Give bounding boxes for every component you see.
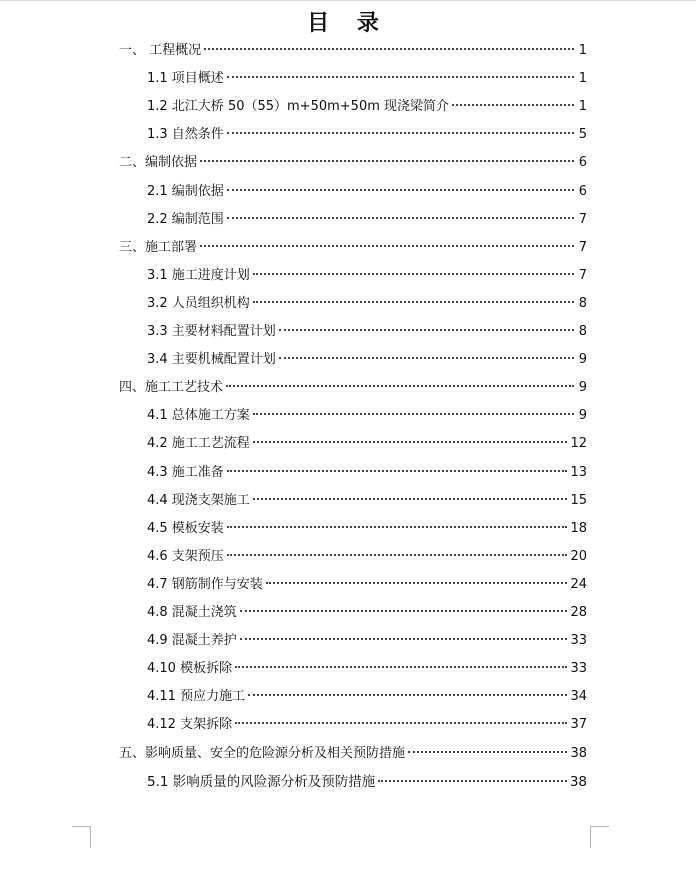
toc-subsection-entry[interactable] <box>147 547 587 567</box>
toc-page-number: 7 <box>578 211 587 227</box>
toc-subsection-entry[interactable] <box>147 182 587 202</box>
toc-entry-label: 2.2 编制范围 <box>147 211 224 227</box>
toc-subsection-entry[interactable] <box>147 687 587 707</box>
toc-section-entry[interactable] <box>119 238 587 258</box>
toc-entry-label: 4.3 施工准备 <box>147 464 224 480</box>
toc-subsection-entry[interactable] <box>147 294 587 314</box>
toc-entry-label: 四、施工工艺技术 <box>119 380 224 396</box>
toc-entry-label: 3.1 施工进度计划 <box>147 267 250 283</box>
toc-entry-label: 五、影响质量、安全的危险源分析及相关预防措施 <box>119 745 406 761</box>
toc-entry-label: 二、编制依据 <box>119 155 198 171</box>
toc-section-entry[interactable] <box>119 378 587 398</box>
toc-page-number: 33 <box>570 633 587 649</box>
toc-entry-label: 4.1 总体施工方案 <box>147 408 250 424</box>
toc-subsection-entry[interactable] <box>147 603 587 623</box>
toc-page-number: 6 <box>578 183 587 199</box>
toc-page-number: 9 <box>578 380 587 396</box>
toc-section-entry[interactable] <box>119 153 587 173</box>
toc-entry-label: 3.4 主要机械配置计划 <box>147 352 276 368</box>
toc-entry-label: 4.2 施工工艺流程 <box>147 436 250 452</box>
toc-subsection-entry[interactable] <box>147 406 587 426</box>
toc-page-number: 1 <box>578 99 587 115</box>
toc-entry-label: 4.9 混凝土养护 <box>147 633 237 649</box>
toc-page-number: 7 <box>578 239 587 255</box>
page-corner-mark-right <box>590 826 591 848</box>
toc-page-number: 6 <box>578 155 587 171</box>
toc-entry-label: 3.2 人员组织机构 <box>147 295 250 311</box>
toc-subsection-entry[interactable] <box>147 631 587 651</box>
toc-page-number: 1 <box>578 71 587 87</box>
toc-dot-leader <box>279 357 574 359</box>
toc-dot-leader <box>200 160 574 162</box>
toc-dot-leader <box>227 76 574 78</box>
toc-dot-leader <box>240 610 568 612</box>
toc-subsection-entry[interactable] <box>147 125 587 145</box>
toc-dot-leader <box>248 694 567 696</box>
toc-page-number: 24 <box>570 576 587 592</box>
toc-entry-label: 4.12 支架拆除 <box>147 717 233 733</box>
toc-dot-leader <box>279 329 574 331</box>
toc-entry-label: 2.1 编制依据 <box>147 183 224 199</box>
toc-dot-leader <box>226 385 574 387</box>
toc-entry-label: 1.3 自然条件 <box>147 127 224 143</box>
toc-section-entry[interactable] <box>119 41 587 61</box>
toc-dot-leader <box>253 273 574 275</box>
toc-entry-label: 4.8 混凝土浇筑 <box>147 605 237 620</box>
toc-page-number: 28 <box>570 605 587 620</box>
toc-dot-leader <box>408 751 567 753</box>
toc-page-number: 7 <box>578 267 587 283</box>
toc-entry-label: 3.3 主要材料配置计划 <box>147 324 276 339</box>
page-top-border <box>0 0 696 1</box>
toc-subsection-entry[interactable] <box>147 434 587 454</box>
toc-section-entry[interactable] <box>119 744 587 764</box>
toc-page-number: 38 <box>569 773 587 790</box>
toc-entry-label: 一、 工程概况 <box>119 43 202 58</box>
toc-entry-label: 三、施工部署 <box>119 239 198 255</box>
toc-page-number: 15 <box>570 492 587 508</box>
toc-subsection-entry[interactable] <box>147 575 587 595</box>
toc-entry-label: 4.6 支架预压 <box>147 548 224 564</box>
toc-page-number: 33 <box>570 661 587 677</box>
toc-subsection-entry[interactable] <box>147 519 587 539</box>
toc-entry-label: 5.1 影响质量的风险源分析及预防措施 <box>147 773 376 790</box>
toc-page-number: 13 <box>570 464 587 480</box>
toc-title: 目 录 <box>307 10 389 36</box>
toc-page-number: 38 <box>570 745 587 761</box>
toc-dot-leader <box>253 498 568 500</box>
toc-subsection-entry[interactable] <box>147 715 587 735</box>
toc-dot-leader <box>200 245 574 247</box>
toc-dot-leader <box>253 413 574 415</box>
toc-subsection-entry[interactable] <box>147 350 587 370</box>
toc-dot-leader <box>227 132 574 134</box>
toc-page-number: 12 <box>570 436 587 452</box>
toc-page-number: 20 <box>570 548 587 564</box>
toc-page-number: 8 <box>578 295 587 311</box>
toc-page-number: 18 <box>570 520 587 536</box>
toc-page-number: 5 <box>578 127 587 143</box>
toc-page-number: 8 <box>578 324 587 339</box>
page-corner-mark-left <box>90 826 91 848</box>
toc-page-number: 9 <box>578 408 587 424</box>
toc-dot-leader <box>227 470 568 472</box>
toc-subsection-entry[interactable] <box>147 97 587 117</box>
toc-dot-leader <box>253 441 568 443</box>
toc-entry-label: 4.5 模板安装 <box>147 520 224 536</box>
toc-page-number: 34 <box>570 689 587 705</box>
toc-dot-leader <box>378 780 567 782</box>
toc-subsection-entry[interactable] <box>147 659 587 679</box>
toc-subsection-entry[interactable] <box>147 463 587 483</box>
toc-dot-leader <box>235 722 567 724</box>
toc-subsection-entry[interactable] <box>147 69 587 89</box>
toc-subsection-entry[interactable] <box>147 491 587 511</box>
toc-dot-leader <box>266 582 568 584</box>
toc-entry-label: 4.4 现浇支架施工 <box>147 492 250 508</box>
toc-entry-label: 1.1 项目概述 <box>147 71 224 87</box>
toc-subsection-entry[interactable] <box>147 210 587 230</box>
toc-subsection-entry[interactable] <box>147 266 587 286</box>
toc-dot-leader <box>227 526 568 528</box>
toc-subsection-entry[interactable] <box>147 772 587 792</box>
toc-dot-leader <box>253 301 574 303</box>
toc-page-number: 9 <box>578 352 587 368</box>
toc-entry-label: 1.2 北江大桥 50（55）m+50m+50m 现浇梁简介 <box>147 99 450 115</box>
toc-dot-leader <box>227 554 568 556</box>
toc-dot-leader <box>227 189 574 191</box>
toc-subsection-entry[interactable] <box>147 322 587 342</box>
page-corner-mark-right-h <box>591 826 609 827</box>
toc-entry-label: 4.10 模板拆除 <box>147 661 233 677</box>
toc-page-number: 1 <box>578 43 587 58</box>
toc-dot-leader <box>235 666 567 668</box>
toc-page-number: 37 <box>570 717 587 733</box>
toc-dot-leader <box>204 48 574 50</box>
toc-dot-leader <box>452 104 574 106</box>
toc-dot-leader <box>240 638 568 640</box>
toc-entry-label: 4.11 预应力施工 <box>147 689 246 705</box>
page-corner-mark-left-h <box>72 826 90 827</box>
toc-entry-label: 4.7 钢筋制作与安装 <box>147 576 263 592</box>
toc-dot-leader <box>227 217 574 219</box>
